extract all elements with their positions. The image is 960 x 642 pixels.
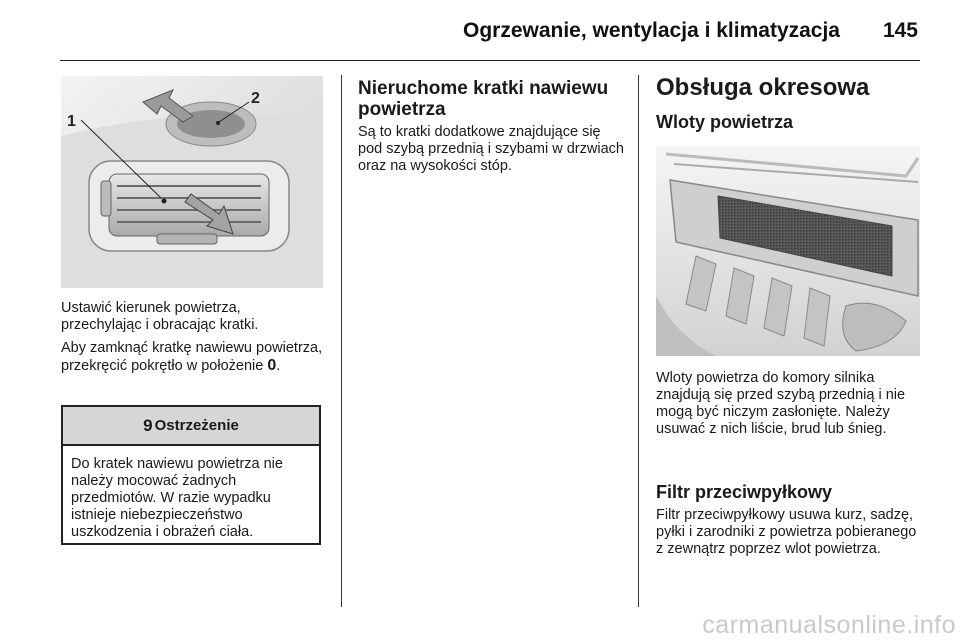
- callout-1: 1: [67, 113, 76, 130]
- warning-header: [63, 407, 319, 446]
- column-divider-1: [341, 75, 342, 607]
- page-number: 145: [882, 19, 918, 42]
- subheading-pollen-filter: Filtr przeciwpyłkowy: [656, 482, 833, 502]
- paragraph-close-vent: Aby zamknąć kratkę nawiewu powietrza, przekręcić pokrętło w położenie 0.: [61, 340, 323, 374]
- watermark: carmanualsonline.info: [702, 611, 956, 639]
- warning-title: Ostrzeżenie: [154, 417, 239, 434]
- column-1-text: [61, 300, 323, 381]
- air-vent-illustration: [61, 76, 323, 288]
- warning-box: [61, 405, 321, 545]
- position-zero: 0: [267, 357, 277, 374]
- header-divider: [60, 60, 920, 61]
- column-2: [358, 78, 628, 175]
- warning-icon: 9: [143, 415, 153, 435]
- column-divider-2: [638, 75, 639, 607]
- section-heading-fixed-vents: Nieruchome kratki nawiewu powietrza: [358, 78, 609, 120]
- chapter-title: Ogrzewanie, wentylacja i klimatyzacja: [462, 19, 840, 42]
- paragraph-adjust-direction: Ustawić kierunek powietrza, przechylając i obracając kratki.: [61, 300, 259, 333]
- paragraph-pollen-filter: Filtr przeciwpyłkowy usuwa kurz, sadzę, pyłki i zarodniki z powietrza pobieranego z zewnątrz poprzez wlot powietrza.: [656, 507, 917, 557]
- paragraph-air-intakes: Wloty powietrza do komory silnika znajdują się przed szybą przednią i nie mogą być niczym zasłonięte. Należy usuwać z nich liście, brud lub śnieg.: [656, 370, 906, 437]
- column-3: [656, 74, 922, 133]
- warning-text: Do kratek nawiewu powietrza nie należy mocować żadnych przedmiotów. W razie wypadku istnieje niebezpieczeństwo uszkodzenia i obrażeń ciała.: [71, 456, 283, 540]
- air-intake-illustration: [656, 146, 920, 356]
- paragraph-fixed-vents: Są to kratki dodatkowe znajdujące się pod szybą przednią i szybami w drzwiach oraz na wysokości stóp.: [358, 124, 624, 174]
- section-heading-maintenance: Obsługa okresowa: [656, 74, 870, 101]
- callout-2: 2: [251, 90, 260, 107]
- subheading-air-intakes: Wloty powietrza: [656, 112, 794, 132]
